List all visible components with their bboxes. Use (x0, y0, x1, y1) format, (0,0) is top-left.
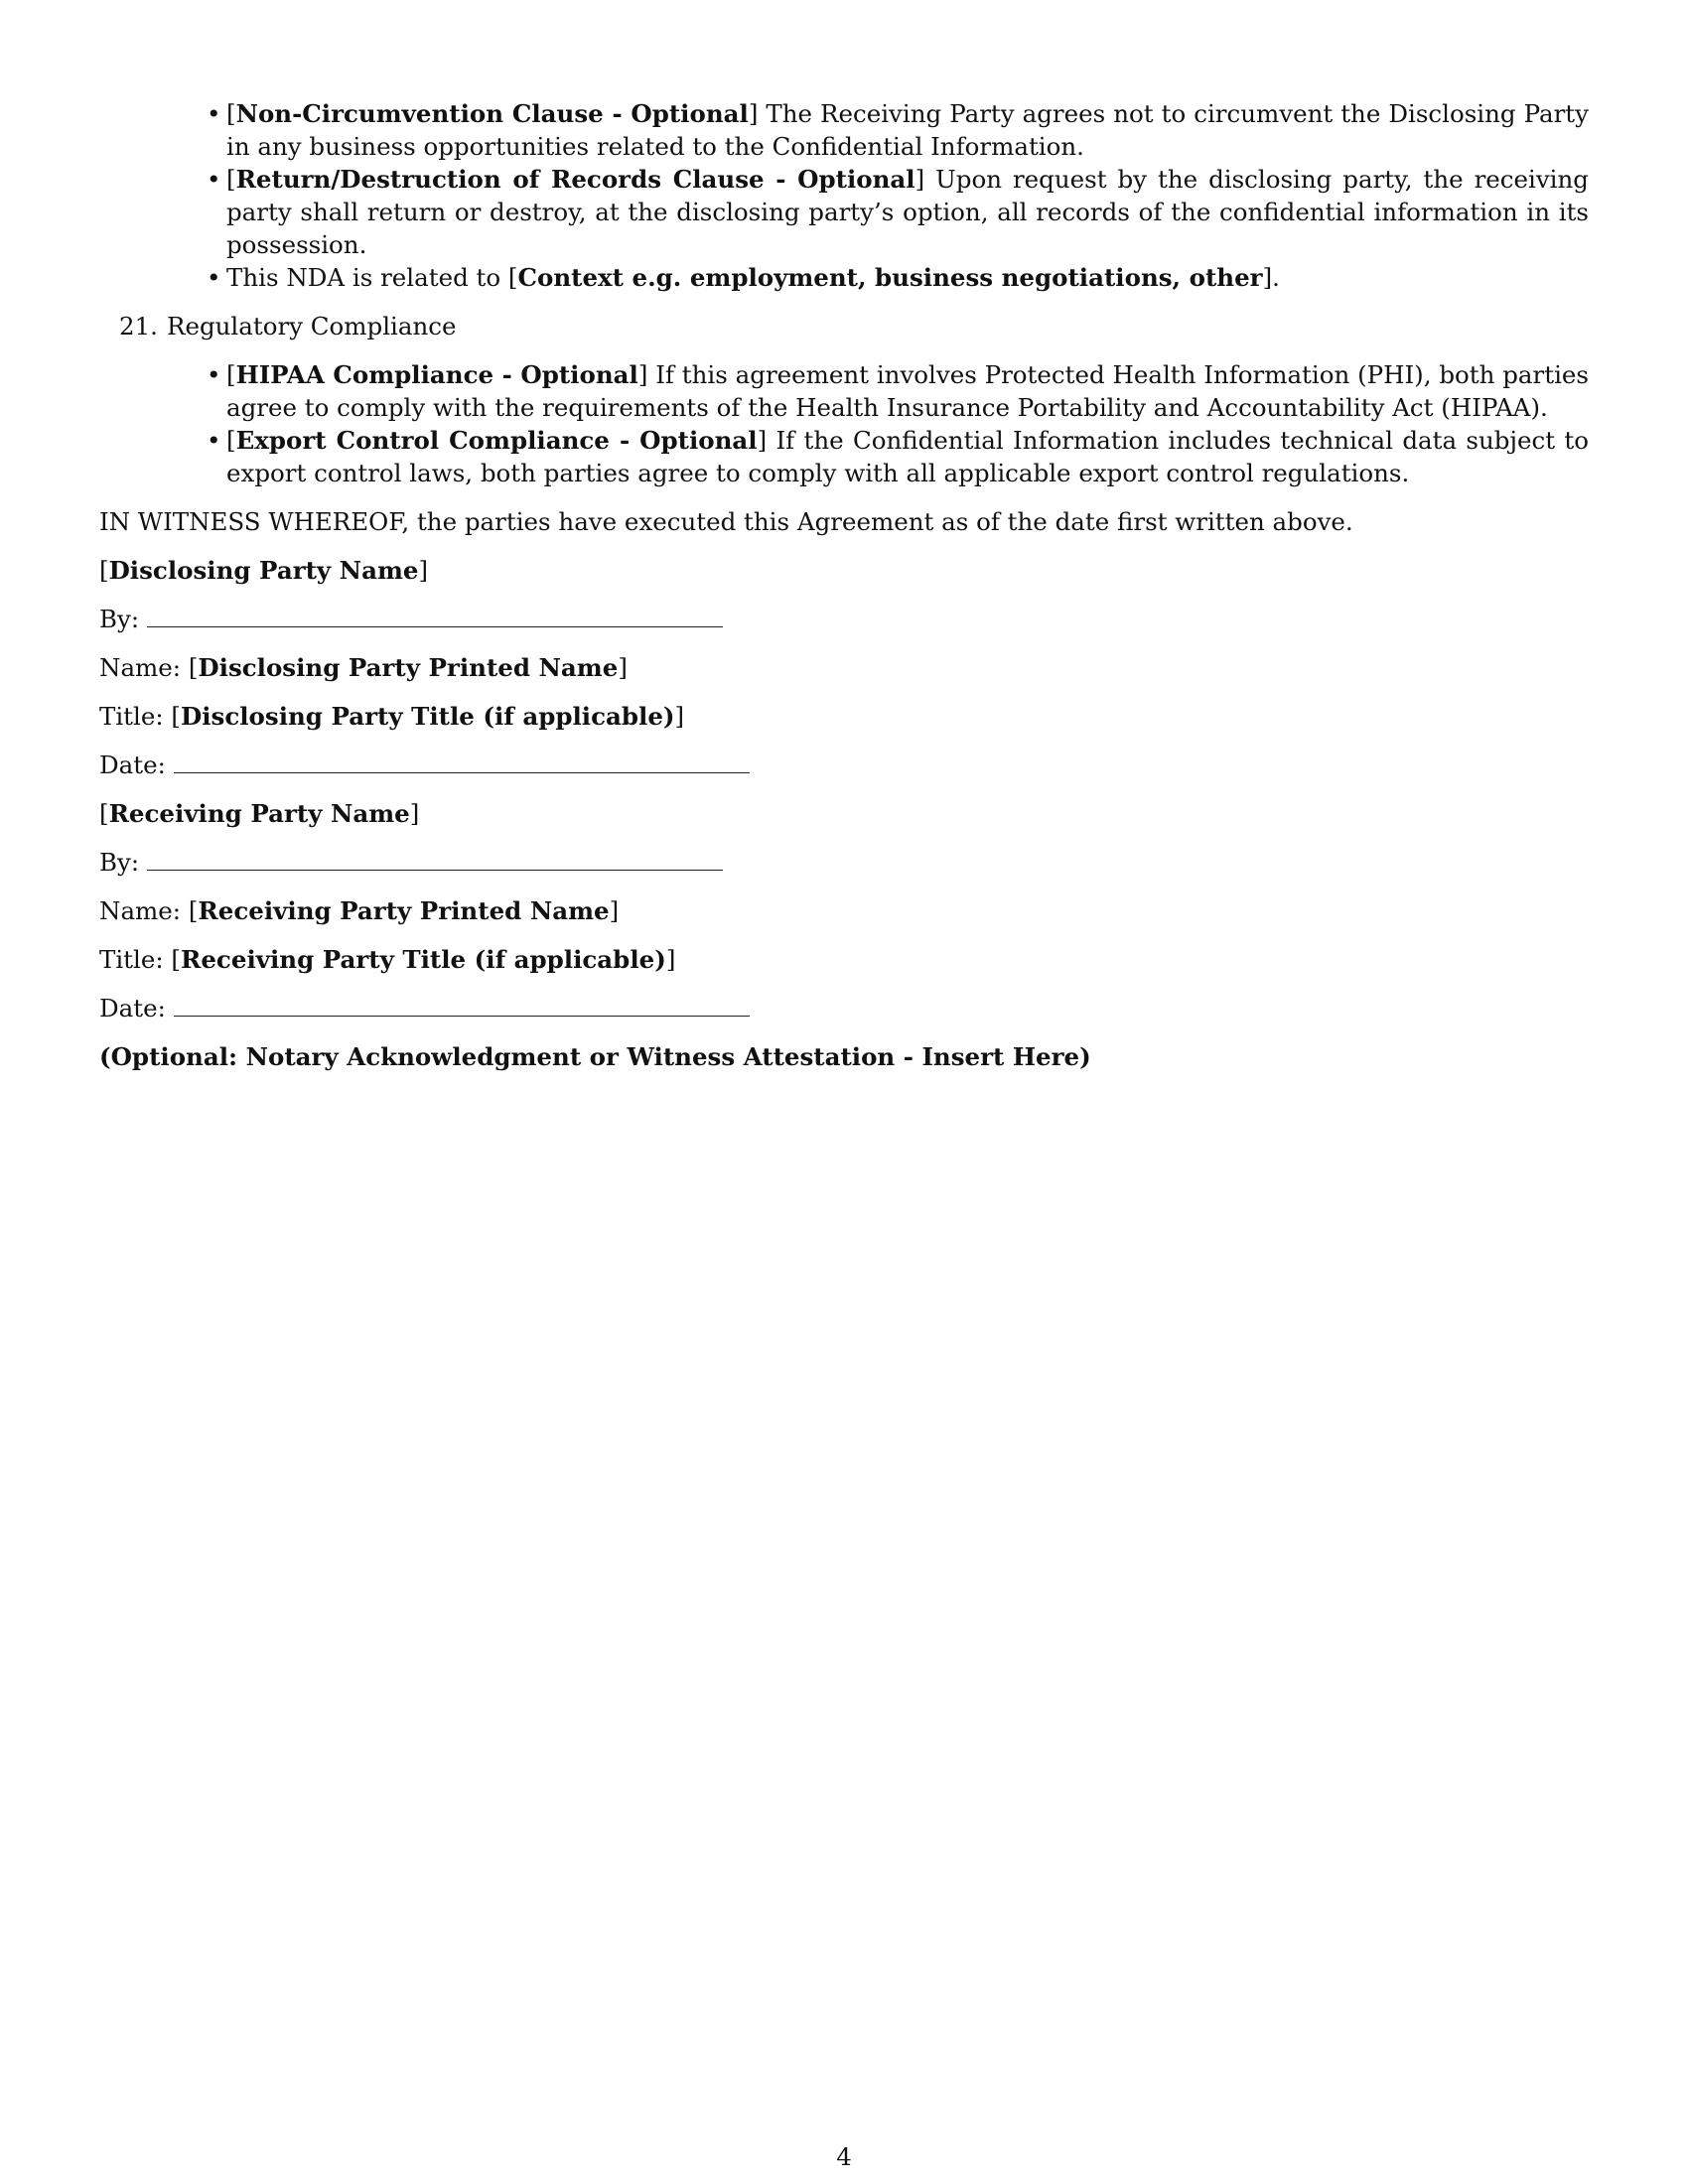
receiving-date-line (99, 992, 1589, 1024)
by-label: By: (99, 605, 140, 633)
date-blank (174, 994, 750, 1017)
date-label: Date: (99, 751, 166, 779)
section-title: Regulatory Compliance (167, 312, 457, 341)
notary-placeholder: (Optional: Notary Acknowledgment or Witness Attestation - Insert Here) (99, 1042, 1091, 1071)
signature-blank (147, 605, 723, 627)
list-item-hipaa: • [HIPAA Compliance - Optional] If this agreement involves Protected Health Information (PHI), both parties agree to comply with the requirements of the Health Insurance Portability and Accountability Act (HIPAA). (207, 360, 1589, 422)
clause-heading: HIPAA Compliance - Optional (235, 360, 638, 389)
disclosing-title: Title: [Disclosing Party Title (if applicable)] (99, 702, 685, 731)
date-label: Date: (99, 994, 166, 1023)
date-blank (174, 751, 750, 773)
clause-heading: Return/Destruction of Records Clause - Optional (235, 165, 915, 194)
clause-heading: Non-Circumvention Clause - Optional (235, 99, 749, 128)
signature-blank (147, 848, 723, 871)
receiving-title: Title: [Receiving Party Title (if applicable)] (99, 945, 676, 974)
name-label: Name: (99, 896, 182, 925)
clause-bullet-list (99, 97, 1589, 294)
disclosing-signature-line (99, 603, 1589, 635)
title-label: Title: (99, 702, 164, 731)
witness-statement: IN WITNESS WHEREOF, the parties have executed this Agreement as of the date first written above. (99, 507, 1353, 536)
clause-text: Upon request by the disclosing party, the receiving party shall return or destroy, at the disclosing party’s option, all records of the confidential information in its possession. (226, 165, 1589, 259)
context-suffix: ]. (1262, 263, 1280, 292)
document-body (99, 97, 1589, 1073)
name-label: Name: (99, 653, 182, 682)
receiving-party-name: [Receiving Party Name] (99, 799, 420, 828)
disclosing-printed-name: Name: [Disclosing Party Printed Name] (99, 653, 628, 682)
receiving-printed-name: Name: [Receiving Party Printed Name] (99, 896, 620, 925)
page-number: 4 (836, 2142, 852, 2171)
list-item-non-circumvention: • [Non-Circumvention Clause - Optional] The Receiving Party agrees not to circumvent the Disclosing Party in any business opportunities related to the Confidential Information. (207, 99, 1589, 161)
disclosing-date-line (99, 749, 1589, 781)
title-label: Title: (99, 945, 164, 974)
by-label: By: (99, 848, 140, 877)
compliance-bullet-list (99, 358, 1589, 489)
clause-text: If this agreement involves Protected Health Information (PHI), both parties agree to comply with the requirements of the Health Insurance Portability and Accountability Act (HIPAA). (226, 360, 1589, 422)
clause-heading: Export Control Compliance - Optional (235, 426, 758, 455)
clause-text: If the Confidential Information includes technical data subject to export control laws, both parties agree to comply with all applicable export control regulations. (226, 426, 1589, 487)
context-placeholder: Context e.g. employment, business negotiations, other (517, 263, 1263, 292)
section-21-heading (99, 310, 1589, 342)
receiving-signature-line (99, 846, 1589, 879)
list-item-export-control: • [Export Control Compliance - Optional] If the Confidential Information includes technical data subject to export control laws, both parties agree to comply with all applicable export control regulations. (207, 426, 1589, 487)
list-item-context: • This NDA is related to [Context e.g. employment, business negotiations, other]. (207, 263, 1280, 292)
clause-text: The Receiving Party agrees not to circumvent the Disclosing Party in any business opportunities related to the Confidential Information. (226, 99, 1589, 161)
list-item-return-destruction: • [Return/Destruction of Records Clause - Optional] Upon request by the disclosing party, the receiving party shall return or destroy, at the disclosing party’s option, all records of the confidential information in its possession. (207, 165, 1589, 259)
context-prefix: This NDA is related to [ (226, 263, 518, 292)
disclosing-party-name: [Disclosing Party Name] (99, 556, 429, 585)
section-number: 21. (119, 312, 158, 341)
